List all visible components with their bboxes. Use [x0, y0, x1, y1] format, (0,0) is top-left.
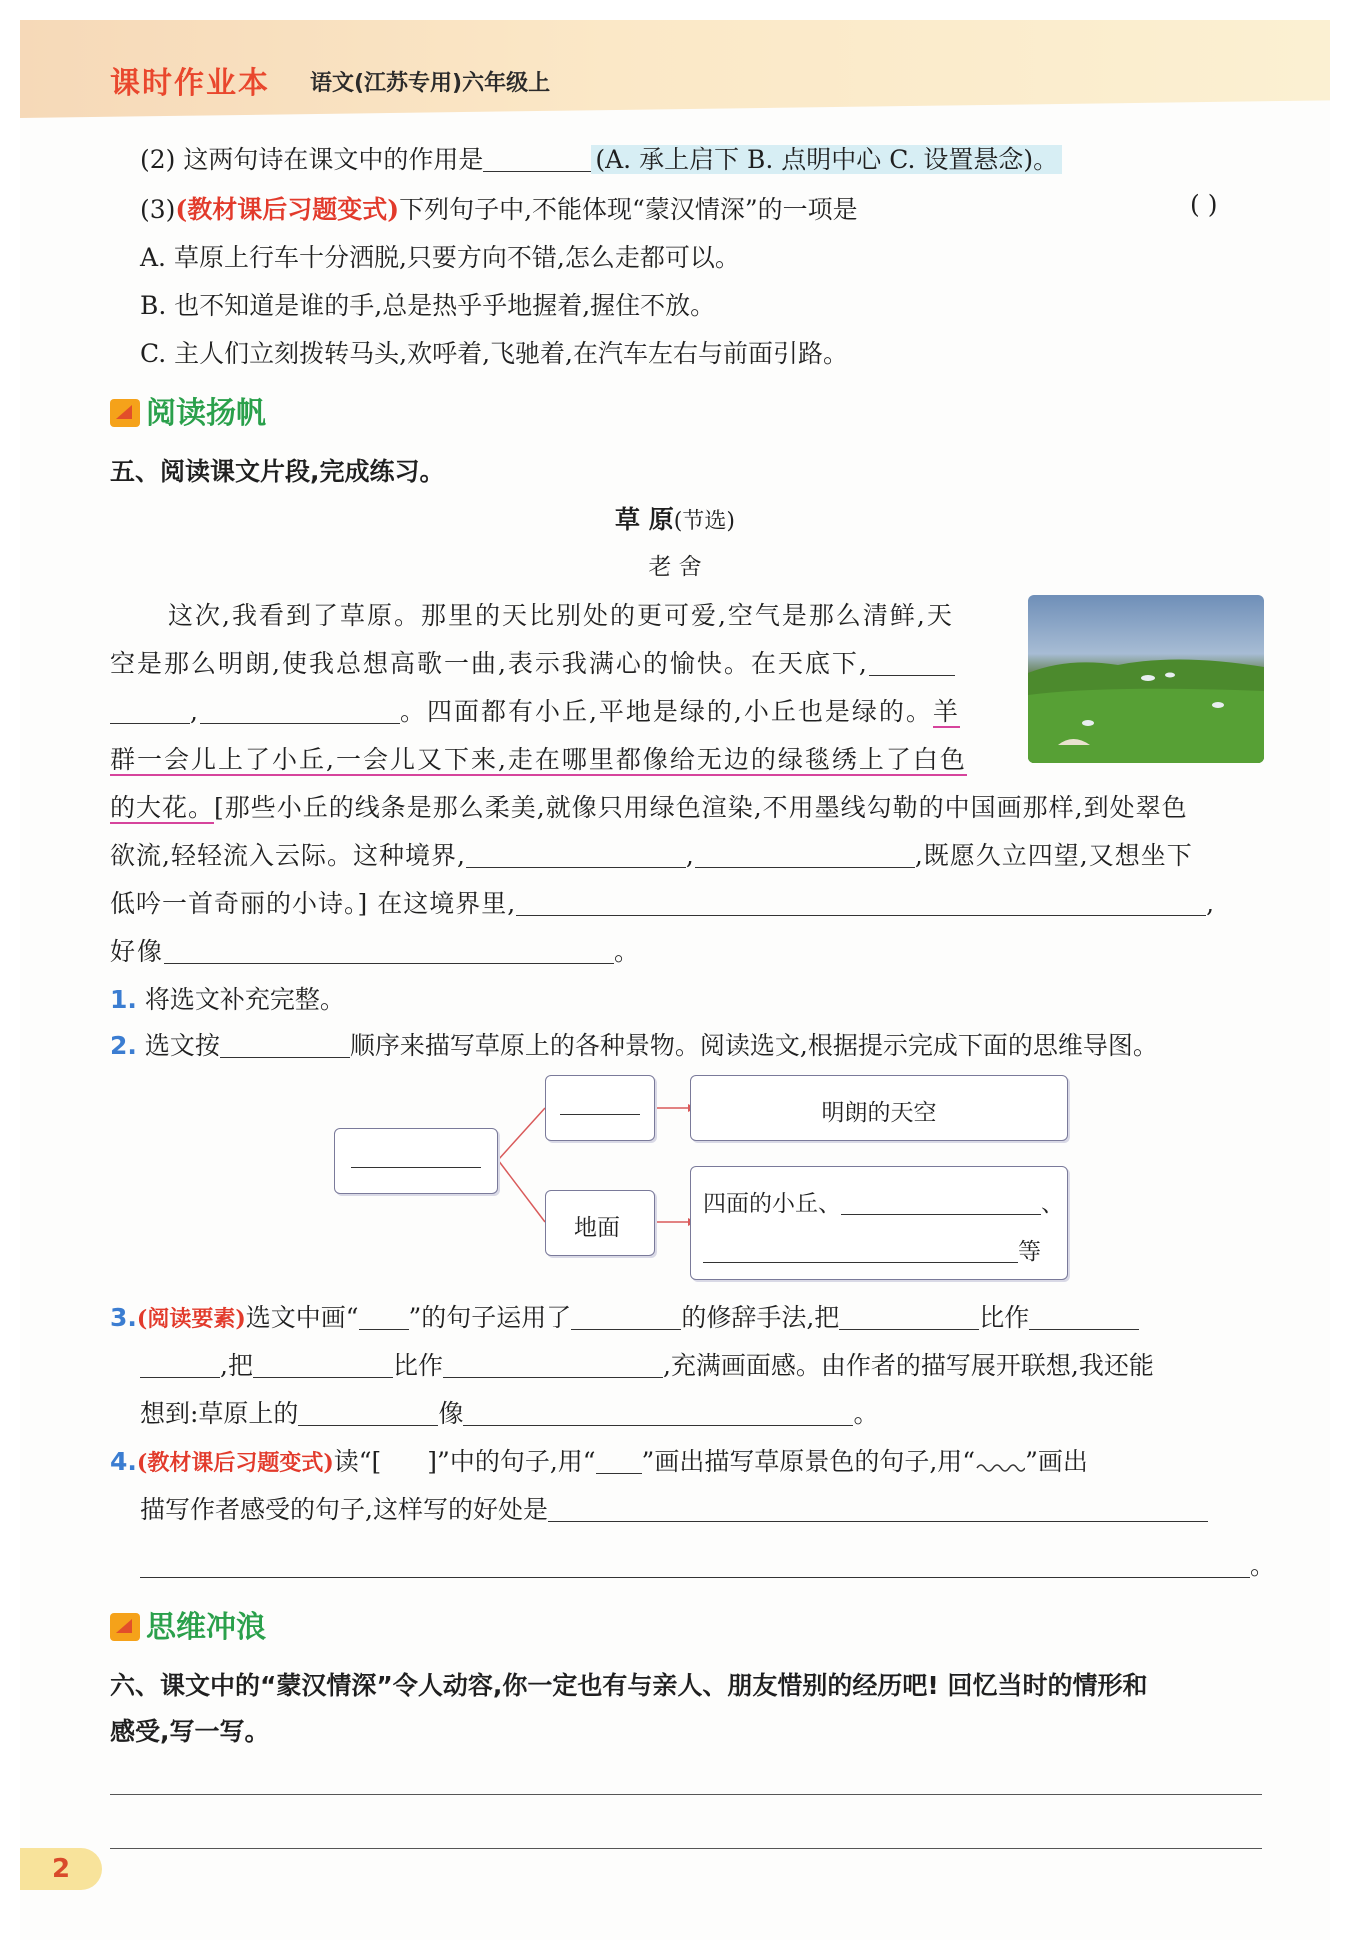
answer-blank[interactable] — [443, 1353, 663, 1378]
answer-paren[interactable]: ( ) — [1190, 190, 1218, 219]
sub-question-3-line1 — [110, 1298, 1139, 1334]
answer-blank[interactable] — [560, 1114, 640, 1115]
passage-line-2-text: 空是那么明朗,使我总想高歌一曲,表示我满心的愉快。在天底下, — [110, 649, 869, 678]
mind-map-ground-label: 地面 — [574, 1215, 620, 1241]
sub-question-4-line2 — [140, 1490, 1208, 1526]
answer-blank[interactable] — [351, 1167, 481, 1168]
passage-line-4-underlined: 群一会儿上了小丘,一会儿又下来,走在哪里都像给无边的绿毯绣上了白色 — [110, 745, 967, 774]
sub-question-3-text-h: 想到:草原上的 — [140, 1399, 299, 1428]
answer-blank[interactable] — [140, 1353, 220, 1378]
mind-map-node-sky[interactable] — [545, 1075, 655, 1141]
passage-line-1: 这次,我看到了草原。那里的天比别处的更可爱,空气是那么清鲜,天 — [168, 601, 954, 630]
sub-question-2-text-b: 顺序来描写草原上的各种景物。阅读选文,根据提示完成下面的思维导图。 — [349, 1031, 1158, 1060]
sub-question-4-line3 — [140, 1546, 1275, 1582]
option-a: A. 草原上行车十分洒脱,只要方向不错,怎么走都可以。 — [140, 243, 740, 272]
sub-question-3-text-i: 像 — [438, 1399, 464, 1428]
passage-line-3-text: 。四面都有小丘,平地是绿的,小丘也是绿的。 — [399, 697, 933, 726]
answer-blank[interactable] — [253, 1353, 393, 1378]
sub-question-4-text-e: 描写作者感受的句子,这样写的好处是 — [140, 1495, 548, 1524]
mind-map-hills-text: 四面的小丘、 — [703, 1191, 841, 1217]
section-thinking-title — [110, 1602, 266, 1646]
passage-line-7-comma: , — [1206, 889, 1216, 918]
sub-question-3-text-a: 选文中画“ — [245, 1303, 359, 1332]
sub-question-4-text-b: ]”中的句子,用“ — [427, 1447, 596, 1476]
answer-blank[interactable] — [1029, 1305, 1139, 1330]
sub-question-3-text-b: ”的句子运用了 — [408, 1303, 572, 1332]
section-thinking-label: 思维冲浪 — [146, 1610, 266, 1645]
passage-line-7-text: 低吟一首奇丽的小诗。] 在这境界里, — [110, 889, 517, 918]
sub-question-3-text-d: 比作 — [979, 1303, 1030, 1332]
sub-question-3-text-e: ,把 — [220, 1351, 253, 1380]
passage-line-5-text: [那些小丘的线条是那么柔美,就像只用绿色渲染,不用墨线勾勒的中国画那样,到处翠色 — [214, 793, 1188, 822]
mind-map-etc-text: 等 — [1018, 1239, 1041, 1265]
mind-map-sky-detail — [690, 1075, 1068, 1141]
q4-line2-text: (2) 这两句诗在课文中的作用是 — [140, 145, 484, 174]
passage-line-6-text: 欲流,轻轻流入云际。这种境界, — [110, 841, 466, 870]
sub-question-3-num: 3. — [110, 1303, 137, 1332]
option-c: C. 主人们立刻拨转马头,欢呼着,飞驰着,在汽车左右与前面引路。 — [140, 339, 848, 368]
wavy-underline-sample — [975, 1458, 1025, 1474]
mind-map-comma: 、 — [1041, 1191, 1064, 1217]
mind-map-hills-label — [703, 1185, 1064, 1218]
q4-line2-options: (A. 承上启下 B. 点明中心 C. 设置悬念)。 — [591, 145, 1062, 174]
sub-question-2-text-a: 选文按 — [144, 1031, 220, 1060]
option-b: B. 也不知道是谁的手,总是热乎乎地握着,握住不放。 — [140, 291, 716, 320]
passage-title-text: 草 原 — [615, 505, 674, 534]
passage-line-8-end: 。 — [614, 937, 642, 966]
writing-line[interactable] — [110, 1848, 1262, 1849]
mind-map-root[interactable] — [334, 1128, 498, 1194]
passage-line-3-comma: , — [190, 697, 200, 726]
answer-blank[interactable] — [841, 1194, 1041, 1215]
sub-question-4-text-d: ”画出 — [1025, 1447, 1088, 1476]
mind-map-sky-label: 明朗的天空 — [821, 1100, 937, 1126]
section-reading-label: 阅读扬帆 — [146, 396, 266, 431]
sub-question-3-text-g: ,充满画面感。由作者的描写展开联想,我还能 — [662, 1351, 1154, 1380]
answer-blank[interactable] — [839, 1305, 979, 1330]
sub-question-3-text-j: 。 — [853, 1399, 879, 1428]
sub-question-1-text: 将选文补充完整。 — [144, 985, 345, 1014]
wave-icon — [110, 1613, 140, 1641]
answer-blank[interactable] — [463, 1401, 853, 1426]
mind-map-etc-line — [703, 1233, 1041, 1266]
sub-question-3-line3 — [140, 1394, 878, 1430]
mind-map-ground-detail — [690, 1166, 1068, 1280]
sub-question-4-tag: (教材课后习题变式) — [136, 1450, 334, 1476]
passage-line-6-comma: , — [685, 841, 695, 870]
passage-author: 老 舍 — [648, 554, 702, 580]
sub-question-4-text-c: ”画出描写草原景色的句子,用“ — [641, 1447, 976, 1476]
sub-question-4-num: 4. — [110, 1447, 137, 1476]
sub-question-3-text-c: 的修辞手法,把 — [681, 1303, 840, 1332]
sub-question-1-num: 1. — [110, 985, 137, 1014]
writing-line[interactable] — [110, 1794, 1262, 1795]
passage-line-3-underlined: 羊 — [932, 697, 960, 726]
q5-title: 五、阅读课文片段,完成练习。 — [110, 457, 445, 486]
sub-question-4-end: 。 — [1250, 1551, 1276, 1580]
passage-title-note: (节选) — [673, 509, 735, 534]
q6-line1: 六、课文中的“蒙汉情深”令人动容,你一定也有与亲人、朋友惜别的经历吧! 回忆当时的情形和 — [110, 1671, 1148, 1700]
book-subtitle: 语文(江苏专用)六年级上 — [310, 71, 551, 96]
sub-question-3-text-f: 比作 — [392, 1351, 443, 1380]
passage-line-6-end: ,既愿久立四望,又想坐下 — [914, 841, 1193, 870]
answer-blank[interactable] — [703, 1242, 1018, 1263]
brand-title: 课时作业本 — [110, 66, 270, 101]
sub-question-4-line1 — [110, 1442, 1088, 1478]
passage-line-5-underlined: 的大花。 — [110, 793, 215, 822]
sub-question-4-text-a: 读“[ — [333, 1447, 382, 1476]
sub-question-3-tag: (阅读要素) — [136, 1306, 246, 1332]
answer-blank[interactable] — [571, 1305, 681, 1330]
q4-line3-tag: (教材课后习题变式) — [175, 195, 400, 224]
page-number: 2 — [20, 1848, 102, 1890]
q4-line3-text: 下列句子中,不能体现“蒙汉情深”的一项是 — [399, 195, 858, 224]
answer-blank[interactable] — [140, 1553, 1250, 1578]
passage-line-8-text: 好像 — [110, 937, 165, 966]
q6-line2: 感受,写一写。 — [110, 1717, 270, 1746]
answer-blank[interactable] — [298, 1401, 438, 1426]
straight-underline-sample — [596, 1449, 642, 1474]
underline-sample — [359, 1305, 409, 1330]
q4-line3-num: (3) — [140, 195, 176, 224]
sub-question-2-num: 2. — [110, 1031, 137, 1060]
answer-blank[interactable] — [548, 1497, 1208, 1522]
mind-map-node-ground — [545, 1190, 655, 1256]
sub-question-3-line2 — [140, 1346, 1154, 1382]
